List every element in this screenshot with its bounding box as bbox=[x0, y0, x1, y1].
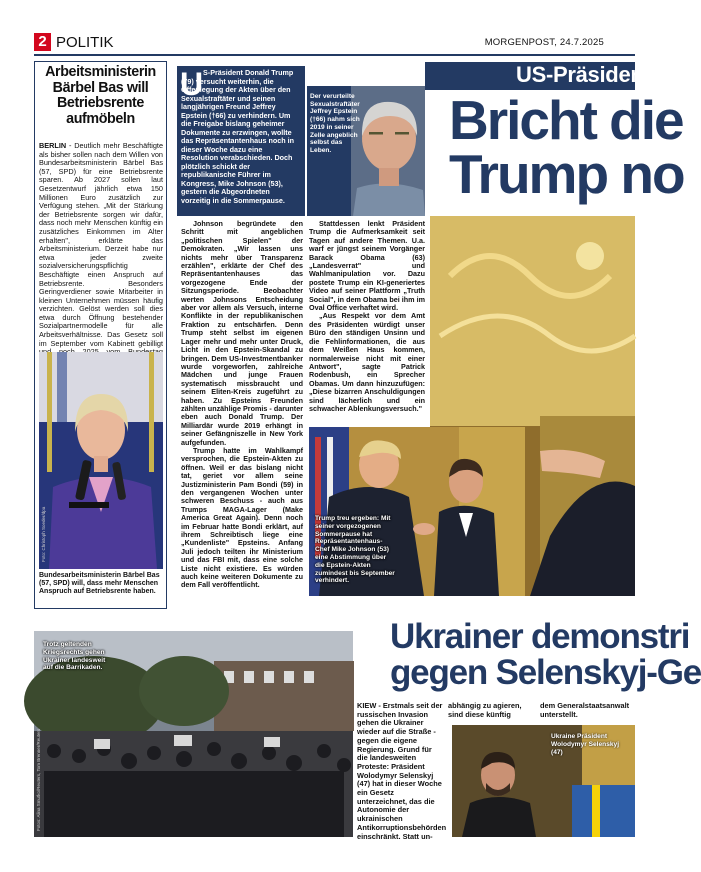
ukraine-body-column-3: dem Generalstaatsanwalt unterstellt. bbox=[540, 701, 630, 719]
epstein-caption: Der verurteilte Sexualstraftäter Jeffrey Epstein (†66) nahm sich 2019 in seiner Zelle angeblich selbst das Leben. bbox=[310, 93, 360, 154]
ukraine-photo-credit: Fotos: Alina Smutko/Reuters, Tom Brenner/Reuters bbox=[36, 728, 41, 831]
bas-caption: Bundesarbeitsministerin Bärbel Bas (57, SPD) will, dass mehr Menschen Anspruch auf Betriebsrente haben. bbox=[39, 572, 160, 596]
selensky-photo bbox=[452, 725, 635, 837]
ukraine-headline-line1: Ukrainer demonstri bbox=[390, 617, 690, 656]
ukraine-headline bbox=[357, 617, 701, 698]
paper-date: MORGENPOST, 24.7.2025 bbox=[484, 37, 604, 48]
trump-body-column-1 bbox=[181, 220, 303, 590]
ukraine-body-column-2: abhängig zu agieren, sind diese künftig bbox=[448, 701, 522, 719]
bas-article bbox=[34, 61, 167, 609]
bas-headline: Arbeitsministerin Bärbel Bas will Betriebsrente aufmöbeln bbox=[45, 64, 156, 127]
ukraine-body-column-1 bbox=[357, 701, 447, 841]
trump-col2a-paragraph: Stattdessen lenkt Präsident Trump die Aufmerksamkeit seit Tagen auf andere Themen. U.a. warf er jüngst seinem Vorgänger Barack Obama (63) „Landesverrat" und Wahlmanipulation vor. Dazu postete Trump ein KI-generiertes Video auf seiner Plattform „Truth Social", in dem Obama bei ihm im Oval Office verhaftet wird. bbox=[309, 219, 425, 313]
trump-col1-paragraph: Johnson begründete den Schritt mit angeblichen „politischen Spielen" der Demokraten. „Wir lassen uns nichts mehr über Transparenz erzählen", erklärte der Chef des Repräsentantenhauses das vorgezogene Ende der Sitzungsperiode. Beobachter werten Johnsons Entscheidung aber vor allem als Versuch, interne Konflikte in der republikanischen Fraktion zu entschärfen. Denn Trump steht selbst im eigenen Lager mehr und mehr unter Druck, Licht in den Epstein-Skandal zu bringen. Dem US-Investmentbanker wurde vorgeworfen, zahlreiche Mädchen und junge Frauen systematisch missbraucht und seinem Eliten-Kreis zugeführt zu haben. Zu Epsteins Freunden zählten unzählige Promis - darunter eben auch Donald Trump. Der Milliardär wurde 2019 erhängt in seiner Gefängniszelle in New York aufgefunden. bbox=[181, 219, 303, 447]
bas-photo bbox=[39, 352, 163, 569]
trump-dropcap: U bbox=[180, 66, 204, 102]
trump-headline-line2: Trump no bbox=[449, 143, 684, 205]
header-rule bbox=[34, 54, 635, 56]
handshake-caption: Trump treu ergeben: Mit seiner vorgezogenen Sommerpause hat Repräsentantenhaus-Chef Mike Johnson (53) eine Abstimmung über die Epstein-Akten zumindest bis September verhindert. bbox=[315, 515, 395, 585]
trump-body-column-2 bbox=[309, 220, 425, 413]
trump-lead: S-Präsident Donald Trump (79) versucht weiterhin, die Offenlegung der Akten über den Sexualstraftäter und seinen langjährigen Freund Jeffrey Epstein (†66) zu verhindern. Um die Freigabe bislang geheimer Dokumente zu erzwingen, wollte das Repräsentantenhaus noch in dieser Woche dazu eine Resolution verabschieden. Doch plötzlich schickt der republikanische Führer im Kongress, Mike Johnson (53), gestern die Abgeordneten vorzeitig in die Sommerpause. bbox=[181, 68, 295, 205]
section-label: POLITIK bbox=[56, 34, 114, 51]
bas-body bbox=[39, 142, 163, 365]
trump-kicker: US-Präsident bbox=[516, 62, 651, 87]
ukraine-col1-text: - Erstmals seit der russischen Invasion gehen die Ukrainer wieder auf die Straße - gegen die eigene Regierung. Grund für die landesweiten Proteste: Präsident Wolodymyr Selenskyj (47) hat in dieser Woche ein Gesetz unterzeichnet, das die Autonomie der ukrainischen Antikorruptionsbehörden einschränkt. Statt un- bbox=[357, 701, 447, 841]
trump-headline-panel bbox=[425, 89, 684, 212]
bas-body-text: - Deutlich mehr Beschäftigte als bisher sollen nach dem Willen von Bundesarbeitsministerin Bärbel Bas (57, SPD) für eine Betriebsrente sparen. Ab 2027 sollen laut Gesetzentwurf jährlich etwa 150 Millionen Euro zusätzlich zur Verfügung stehen. „Mit der Stärkung der Betriebsrente sorgen wir dafür, dass noch mehr Menschen künftig ein zusätzliches Einkommen im Alter erhalten", erklärte das Arbeitsministerium. Derzeit habe nur etwa jeder zweite sozialversicherungspflichtig Beschäftigte einen Anspruch auf Betriebsrente. Besonders Geringverdiener sowie Mitarbeiter in kleinen Unternehmen müssen häufig verzichten. Gelöst werden soll dies etwa durch Öffnung bestehender Sozialpartnermodelle für alle Arbeitsverhältnisse. Das Gesetz soll im September vom Kabinett gebilligt bbox=[39, 141, 163, 348]
handshake-photo bbox=[309, 427, 525, 596]
page-number: 2 bbox=[34, 33, 51, 51]
bas-photo-illustration bbox=[39, 352, 163, 569]
epstein-photo-box bbox=[307, 86, 425, 216]
ukraine-protest-photo bbox=[34, 631, 353, 837]
trump-headline-line1: Bricht die bbox=[449, 89, 683, 151]
trump-headline-banner bbox=[425, 62, 684, 212]
bas-photo-credit: Foto: Christoph Soeder/dpa bbox=[41, 506, 46, 562]
ukraine-photo-caption: Trotz geltenden Kriegsrechts gehen Ukrainer landesweit auf die Barrikaden. bbox=[43, 641, 106, 672]
trump-col1b-paragraph: Trump hatte im Wahlkampf versprochen, die Epstein-Akten zu öffnen. Weil er das bislang nicht tat, geriet vor allem seine Justizministerin Pam Bondi (59) in den vergangenen Wochen unter schweren Beschuss - auch aus Trumps MAGA-Lager (Make America Great Again). Denn noch im Februar hatte Bondi erklärt, auf ihrem Schreibtisch liege eine „Kundenliste" Epsteins. Anfang Juli jedoch teilten ihr Ministerium und das FBI mit, dass eine solche Liste nicht existiere. Es würden auch keine weiteren Dokumente zu dem Fall veröffentlicht. bbox=[181, 445, 303, 590]
trump-col2b-paragraph: „Aus Respekt vor dem Amt des Präsidenten würdigt unser Büro den ständigen Unsinn und die Fehlinformationen, die aus dem Weißen Haus kommen, normalerweise nicht mit einer Antwort", sagte Patrick Rodenbush, ein Sprecher Obamas. Um dann hinzuzufügen: „Diese bizarren Anschuldigungen sind lächerlich und ein schwacher Ablenkungsversuch." bbox=[309, 311, 425, 413]
selensky-caption: Ukraine Präsident Wolodymyr Selenskyj (47) bbox=[551, 733, 620, 756]
bas-dateline: BERLIN bbox=[39, 141, 67, 150]
ukraine-dateline: KIEW bbox=[357, 701, 377, 710]
ukraine-headline-line2: gegen Selenskyj-Ge bbox=[390, 653, 701, 692]
page-header bbox=[34, 33, 604, 53]
